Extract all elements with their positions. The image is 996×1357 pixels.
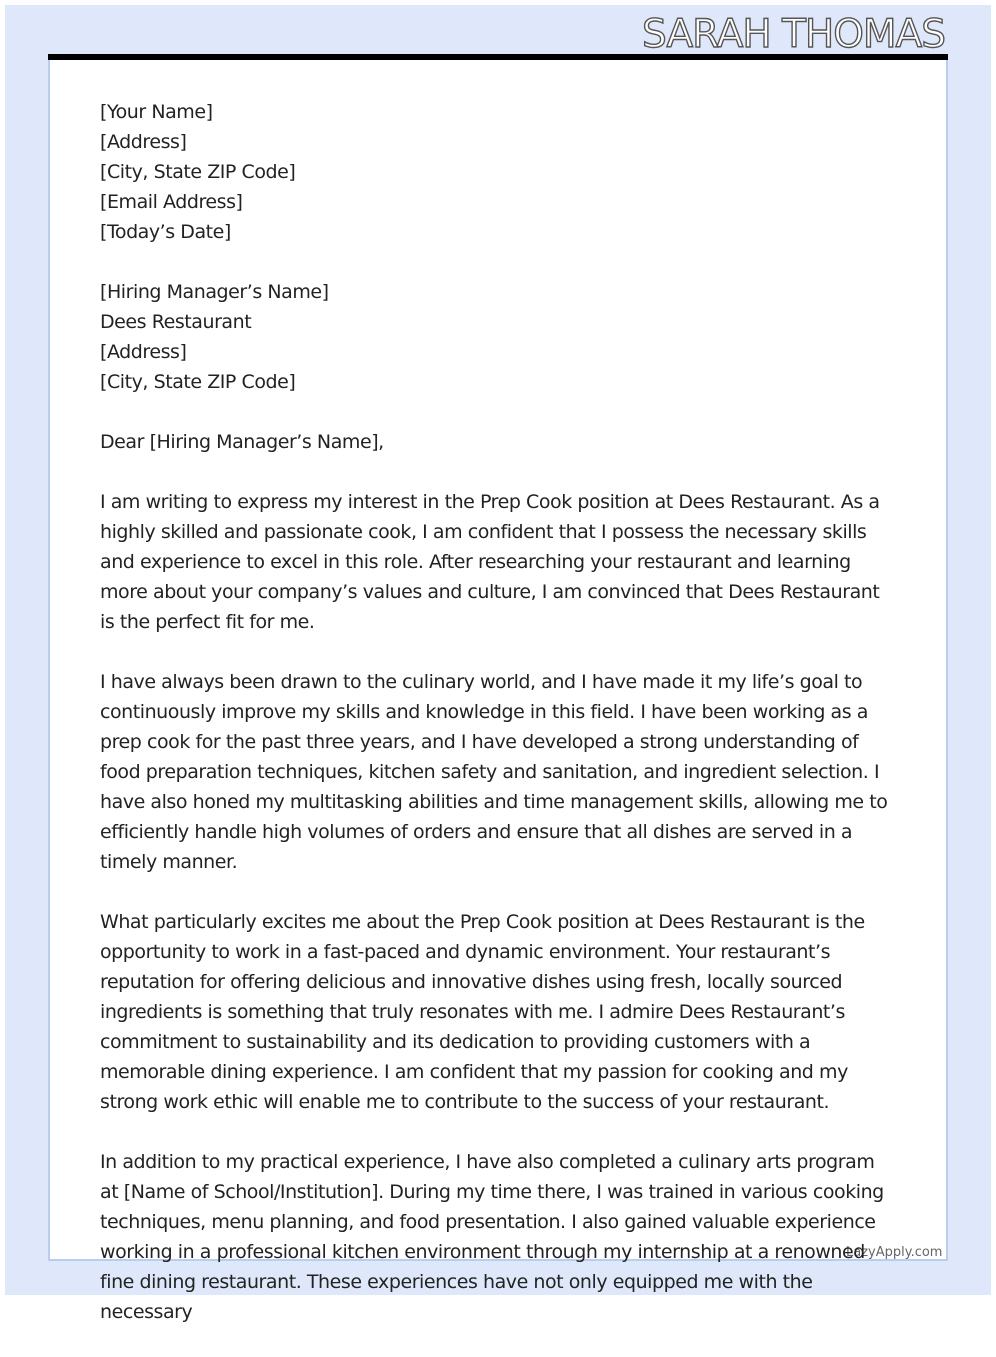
paragraph-intro: I am writing to express my interest in the Prep Cook position at Dees Restaurant. As a highly skilled and passionate cook, I am confident that I possess the necessary skills and experience to excel in this role. After researching your restaurant and learning more about your company’s values and culture, I am convinced that Dees Restaurant is the perfect fit for me. [100,491,880,633]
sender-address: [Address] [100,131,187,153]
recipient-address: [Address] [100,341,187,363]
recipient-name: [Hiring Manager’s Name] [100,281,329,303]
salutation: Dear [Hiring Manager’s Name], [100,431,384,453]
sender-city: [City, State ZIP Code] [100,161,296,183]
paragraph-education: In addition to my practical experience, I have also completed a culinary arts program at [Name of School/Institution]. During my time there, I was trained in various cooking techniques, menu planning, and food presentation. I also gained valuable experience working in a professional kitchen environment through my internship at a renowned fine dining restaurant. These experiences have not only equipped me with the necessary [100,1151,884,1323]
watermark: LazyApply.com [846,1245,943,1260]
sender-email: [Email Address] [100,191,243,213]
sender-name: [Your Name] [100,101,213,123]
paragraph-experience: I have always been drawn to the culinary world, and I have made it my life’s goal to continuously improve my skills and knowledge in this field. I have been working as a prep cook for the past three years, and I have developed a strong understanding of food preparation techniques, kitchen safety and sanitation, and ingredient selection. I have also honed my multitasking abilities and time management skills, allowing me to efficiently handle high volumes of orders and ensure that all dishes are served in a timely manner. [100,671,888,873]
spacer [100,247,896,277]
cover-letter-body [100,97,896,1357]
recipient-company: Dees Restaurant [100,311,252,333]
letter-date: [Today’s Date] [100,221,231,243]
spacer [100,457,896,487]
header-name: SARAH THOMAS [641,12,945,57]
recipient-city: [City, State ZIP Code] [100,371,296,393]
paragraph-motivation: What particularly excites me about the Prep Cook position at Dees Restaurant is the opportunity to work in a fast-paced and dynamic environment. Your restaurant’s reputation for offering delicious and innovative dishes using fresh, locally sourced ingredients is something that truly resonates with me. I admire Dees Restaurant’s commitment to sustainability and its dedication to providing customers with a memorable dining experience. I am confident that my passion for cooking and my strong work ethic will enable me to contribute to the success of your restaurant. [100,911,865,1113]
spacer [100,397,896,427]
